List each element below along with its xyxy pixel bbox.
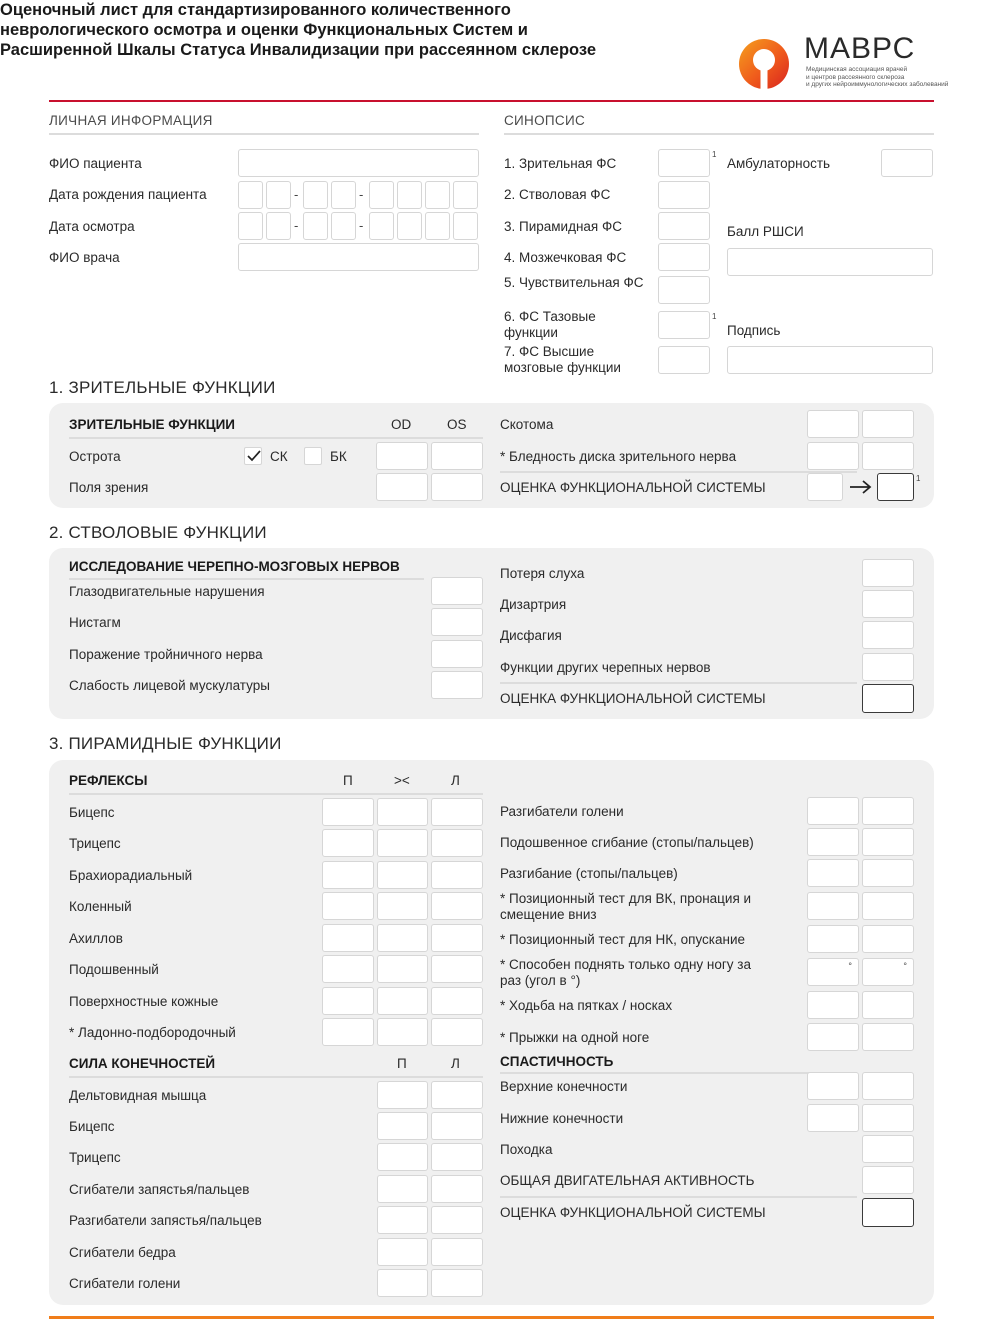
synopsis-fs5-label: 5. Чувствительная ФС: [504, 275, 644, 290]
strength-col-right: П: [397, 1056, 407, 1071]
pyramidal-fs-score-label: ОЦЕНКА ФУНКЦИОНАЛЬНОЙ СИСТЕМЫ: [500, 1205, 766, 1220]
strength-header-rule: [69, 1076, 483, 1078]
reflexes-col-compare: ><: [394, 773, 410, 788]
reflex-right-field[interactable]: [322, 861, 374, 889]
pos-test-ul-left-field[interactable]: [862, 892, 914, 920]
pos-test-ul-label: * Позиционный тест для ВК, пронация и смещение вниз: [500, 891, 752, 922]
exam-date-label: Дата осмотра: [49, 219, 135, 234]
spasticity-header-rule: [500, 1072, 857, 1074]
strength-left-field[interactable]: [431, 1206, 483, 1234]
gait-label: Походка: [500, 1142, 553, 1157]
mavrs-logo: [738, 32, 949, 92]
other-nerves-label: Функции других черепных нервов: [500, 660, 711, 675]
strength-left-field[interactable]: [431, 1175, 483, 1203]
strength-right-field[interactable]: [377, 1112, 428, 1140]
synopsis-fs2-score[interactable]: [658, 181, 710, 209]
synopsis-fs6-label: 6. ФС Тазовые функции: [504, 309, 596, 340]
reflex-right-field[interactable]: [322, 892, 374, 920]
cranial-nerves-header: ИССЛЕДОВАНИЕ ЧЕРЕПНО-МОЗГОВЫХ НЕРВОВ: [69, 559, 400, 574]
strength-row-label: Трицепс: [69, 1150, 121, 1165]
heel-toe-label: * Ходьба на пятках / носках: [500, 998, 673, 1013]
arrow-right-icon: [849, 478, 873, 496]
spasticity-lower-label: Нижние конечности: [500, 1111, 624, 1126]
mavrs-logo-icon: [738, 36, 794, 92]
strength-row-label: Бицепс: [69, 1119, 115, 1134]
synopsis-fs1-score[interactable]: [658, 149, 710, 177]
knee-ext-right-field[interactable]: [807, 797, 859, 825]
reflex-right-field[interactable]: [322, 955, 374, 983]
signature-label: Подпись: [727, 323, 781, 338]
degree-symbol: °: [848, 961, 852, 971]
synopsis-header-rule: [504, 133, 934, 135]
dorsiflex-right-field[interactable]: [807, 859, 859, 887]
scotoma-label: Скотома: [500, 417, 554, 432]
one-leg-left-field[interactable]: [862, 958, 914, 986]
synopsis-fs3-label: 3. Пирамидная ФС: [504, 219, 623, 234]
acuity-sk-checkbox[interactable]: [244, 447, 262, 465]
reflex-left-field[interactable]: [431, 924, 483, 952]
reflex-row-label: Подошвенный: [69, 962, 159, 977]
hearing-loss-field[interactable]: [862, 559, 914, 587]
birth-day-digit-2[interactable]: [266, 181, 291, 209]
strength-left-field[interactable]: [431, 1112, 483, 1140]
pos-test-ll-label: * Позиционный тест для НК, опускание: [500, 932, 746, 947]
dysphagia-field[interactable]: [862, 621, 914, 649]
reflex-compare-field[interactable]: [377, 892, 428, 920]
ambulation-label: Амбулаторность: [727, 156, 831, 171]
reflex-row-label: Бицепс: [69, 805, 115, 820]
pos-test-ul-right-field[interactable]: [807, 892, 859, 920]
reflex-row-label: * Ладонно-подбородочный: [69, 1025, 236, 1040]
cranial-nerves-header-rule: [69, 578, 424, 580]
synopsis-fs4-label: 4. Мозжечковая ФС: [504, 250, 627, 265]
visual-fields-os-field[interactable]: [431, 473, 483, 501]
nystagmus-field[interactable]: [431, 608, 483, 636]
synopsis-fs2-label: 2. Стволовая ФС: [504, 187, 611, 202]
other-nerves-field[interactable]: [862, 653, 914, 681]
reflex-row-label: Поверхностные кожные: [69, 994, 219, 1009]
heel-toe-right-field[interactable]: [807, 991, 859, 1019]
one-leg-label: * Способен поднять только одну ногу за раз (угол в °): [500, 957, 752, 988]
reflex-compare-field[interactable]: [377, 955, 428, 983]
dysarthria-label: Дизартрия: [500, 597, 567, 612]
reflex-compare-field[interactable]: [377, 987, 428, 1015]
birth-year-digit-2[interactable]: [397, 181, 422, 209]
oculomotor-field[interactable]: [431, 577, 483, 605]
hop-label: * Прыжки на одной ноге: [500, 1030, 650, 1045]
strength-right-field[interactable]: [377, 1269, 428, 1297]
patient-name-field[interactable]: [238, 149, 479, 177]
strength-left-field[interactable]: [431, 1081, 483, 1109]
strength-row-label: Дельтовидная мышца: [69, 1088, 207, 1103]
disc-pallor-label: * Бледность диска зрительного нерва: [500, 449, 737, 464]
footnote-mark: 1: [712, 312, 717, 321]
visual-col-od: OD: [391, 417, 412, 432]
strength-col-left: Л: [451, 1056, 460, 1071]
oculomotor-label: Глазодвигательные нарушения: [69, 584, 265, 599]
synopsis-header: СИНОПСИС: [504, 113, 586, 128]
trigeminal-field[interactable]: [431, 640, 483, 668]
strength-row-label: Сгибатели голени: [69, 1276, 181, 1291]
synopsis-fs7-label: 7. ФС Высшие мозговые функции: [504, 344, 621, 375]
edss-label: Балл РШСИ: [727, 224, 804, 239]
strength-header: СИЛА КОНЕЧНОСТЕЙ: [69, 1056, 216, 1071]
synopsis-fs6-score[interactable]: [658, 311, 710, 339]
spasticity-upper-right-field[interactable]: [807, 1072, 859, 1100]
reflex-left-field[interactable]: [431, 987, 483, 1015]
title-line-1: Оценочный лист для стандартизированного количественного: [0, 1, 511, 19]
pyramidal-score-rule: [500, 1196, 857, 1198]
acuity-sk-label: СК: [270, 449, 288, 464]
knee-ext-label: Разгибатели голени: [500, 804, 624, 819]
reflex-row-label: Коленный: [69, 899, 132, 914]
acuity-label: Острота: [69, 449, 121, 464]
pyramidal-fs-score-field[interactable]: [862, 1198, 914, 1227]
reflex-right-field[interactable]: [322, 987, 374, 1015]
acuity-od-field[interactable]: [376, 442, 428, 470]
title-line-3: Расширенной Шкалы Статуса Инвалидизации при рассеянном склерозе: [0, 41, 597, 59]
hop-right-field[interactable]: [807, 1023, 859, 1051]
dysphagia-label: Дисфагия: [500, 628, 562, 643]
plantar-flex-label: Подошвенное сгибание (стопы/пальцев): [500, 835, 754, 850]
degree-symbol: °: [903, 961, 907, 971]
dysarthria-field[interactable]: [862, 590, 914, 618]
date-separator: -: [294, 218, 299, 233]
birth-year-digit-4[interactable]: [453, 181, 478, 209]
disc-pallor-od-field[interactable]: [807, 442, 859, 470]
acuity-os-field[interactable]: [431, 442, 483, 470]
disc-pallor-os-field[interactable]: [862, 442, 914, 470]
check-icon: [246, 448, 262, 464]
personal-header: ЛИЧНАЯ ИНФОРМАЦИЯ: [49, 113, 213, 128]
plantar-flex-right-field[interactable]: [807, 828, 859, 856]
footer-rule: [49, 1316, 934, 1319]
scotoma-od-field[interactable]: [807, 410, 859, 438]
facial-weakness-field[interactable]: [431, 671, 483, 699]
strength-right-field[interactable]: [377, 1081, 428, 1109]
visual-fields-label: Поля зрения: [69, 480, 149, 495]
strength-right-field[interactable]: [377, 1175, 428, 1203]
document-title: [0, 0, 670, 60]
reflex-compare-field[interactable]: [377, 829, 428, 857]
trigeminal-label: Поражение тройничного нерва: [69, 647, 263, 662]
reflex-row-label: Ахиллов: [69, 931, 123, 946]
motor-activity-field[interactable]: [862, 1166, 914, 1194]
strength-right-field[interactable]: [377, 1143, 428, 1171]
reflexes-header: РЕФЛЕКСЫ: [69, 773, 148, 788]
synopsis-fs4-score[interactable]: [658, 243, 710, 271]
visual-score-rule: [500, 471, 857, 473]
spasticity-lower-right-field[interactable]: [807, 1104, 859, 1132]
strength-left-field[interactable]: [431, 1269, 483, 1297]
scotoma-os-field[interactable]: [862, 410, 914, 438]
ambulation-score[interactable]: [881, 149, 933, 177]
reflex-left-field[interactable]: [431, 829, 483, 857]
exam-year-digit-1[interactable]: [369, 212, 394, 240]
reflexes-col-right: П: [343, 773, 353, 788]
exam-day-digit-2[interactable]: [266, 212, 291, 240]
acuity-bk-checkbox[interactable]: [304, 447, 322, 465]
reflex-row-label: Трицепс: [69, 836, 121, 851]
visual-fs-raw-field[interactable]: [807, 473, 843, 501]
exam-month-digit-2[interactable]: [331, 212, 356, 240]
footnote-mark: 1: [916, 474, 921, 483]
edss-score-field[interactable]: [727, 248, 933, 276]
personal-header-rule: [49, 133, 479, 135]
visual-fields-od-field[interactable]: [376, 473, 428, 501]
birth-month-digit-1[interactable]: [303, 181, 328, 209]
birth-date-label: Дата рождения пациента: [49, 187, 207, 202]
reflex-compare-field[interactable]: [377, 798, 428, 826]
patient-name-label: ФИО пациента: [49, 156, 142, 171]
strength-row-label: Разгибатели запястья/пальцев: [69, 1213, 262, 1228]
visual-header-rule: [69, 437, 483, 439]
birth-month-digit-2[interactable]: [331, 181, 356, 209]
synopsis-fs7-score[interactable]: [658, 346, 710, 374]
spasticity-upper-label: Верхние конечности: [500, 1079, 628, 1094]
motor-activity-label: ОБЩАЯ ДВИГАТЕЛЬНАЯ АКТИВНОСТЬ: [500, 1173, 755, 1188]
brainstem-fs-score-label: ОЦЕНКА ФУНКЦИОНАЛЬНОЙ СИСТЕМЫ: [500, 691, 766, 706]
reflex-compare-field[interactable]: [377, 924, 428, 952]
synopsis-fs5-score[interactable]: [658, 276, 710, 304]
one-leg-right-field[interactable]: [807, 958, 859, 986]
spasticity-upper-left-field[interactable]: [862, 1072, 914, 1100]
facial-weakness-label: Слабость лицевой мускулатуры: [69, 678, 270, 693]
synopsis-fs1-label: 1. Зрительная ФС: [504, 156, 617, 171]
reflex-right-field[interactable]: [322, 829, 374, 857]
heel-toe-left-field[interactable]: [862, 991, 914, 1019]
pos-test-ll-left-field[interactable]: [862, 925, 914, 953]
date-separator: -: [359, 218, 364, 233]
strength-row-label: Сгибатели бедра: [69, 1245, 176, 1260]
reflex-left-field[interactable]: [431, 1018, 483, 1046]
visual-header: ЗРИТЕЛЬНЫЕ ФУНКЦИИ: [69, 417, 235, 432]
birth-day-digit-1[interactable]: [238, 181, 263, 209]
reflex-right-field[interactable]: [322, 1018, 374, 1046]
reflex-left-field[interactable]: [431, 798, 483, 826]
acuity-bk-label: БК: [330, 449, 347, 464]
dorsiflex-label: Разгибание (стопы/пальцев): [500, 866, 678, 881]
spasticity-header: СПАСТИЧНОСТЬ: [500, 1054, 614, 1069]
plantar-flex-left-field[interactable]: [862, 828, 914, 856]
gait-field[interactable]: [862, 1135, 914, 1163]
pyramidal-section-title: 3. ПИРАМИДНЫЕ ФУНКЦИИ: [49, 734, 282, 753]
header-divider: [49, 100, 934, 102]
date-separator: -: [359, 187, 364, 202]
logo-subtitle: Медицинская ассоциация врачей и центров рассеянного склероза и других нейроиммунологических заболеваний: [806, 66, 949, 88]
synopsis-fs3-score[interactable]: [658, 212, 710, 240]
reflex-left-field[interactable]: [431, 861, 483, 889]
pos-test-ll-right-field[interactable]: [807, 925, 859, 953]
reflex-compare-field[interactable]: [377, 861, 428, 889]
signature-field[interactable]: [727, 346, 933, 374]
reflexes-col-left: Л: [451, 773, 460, 788]
reflexes-header-rule: [69, 793, 483, 795]
birth-year-digit-1[interactable]: [369, 181, 394, 209]
exam-day-digit-1[interactable]: [238, 212, 263, 240]
brainstem-fs-score-field[interactable]: [862, 684, 914, 713]
hop-left-field[interactable]: [862, 1023, 914, 1051]
strength-right-field[interactable]: [377, 1238, 428, 1266]
title-line-2: неврологического осмотра и оценки Функциональных Систем и: [0, 21, 528, 39]
strength-right-field[interactable]: [377, 1206, 428, 1234]
dorsiflex-left-field[interactable]: [862, 859, 914, 887]
strength-left-field[interactable]: [431, 1238, 483, 1266]
exam-year-digit-3[interactable]: [425, 212, 450, 240]
footnote-mark: 1: [712, 150, 717, 159]
visual-fs-converted-field[interactable]: [877, 473, 914, 501]
reflex-left-field[interactable]: [431, 955, 483, 983]
visual-col-os: OS: [447, 417, 467, 432]
exam-year-digit-2[interactable]: [397, 212, 422, 240]
date-separator: -: [294, 187, 299, 202]
spasticity-lower-left-field[interactable]: [862, 1104, 914, 1132]
logo-name: МАВРС: [804, 32, 916, 65]
brainstem-score-rule: [500, 682, 857, 684]
birth-year-digit-3[interactable]: [425, 181, 450, 209]
doctor-name-label: ФИО врача: [49, 250, 120, 265]
reflex-right-field[interactable]: [322, 798, 374, 826]
strength-row-label: Сгибатели запястья/пальцев: [69, 1182, 250, 1197]
brainstem-section-title: 2. СТВОЛОВЫЕ ФУНКЦИИ: [49, 523, 267, 542]
reflex-right-field[interactable]: [322, 924, 374, 952]
knee-ext-left-field[interactable]: [862, 797, 914, 825]
doctor-name-field[interactable]: [238, 243, 479, 271]
nystagmus-label: Нистагм: [69, 615, 121, 630]
exam-year-digit-4[interactable]: [453, 212, 478, 240]
exam-month-digit-1[interactable]: [303, 212, 328, 240]
hearing-loss-label: Потеря слуха: [500, 566, 585, 581]
reflex-compare-field[interactable]: [377, 1018, 428, 1046]
visual-section-title: 1. ЗРИТЕЛЬНЫЕ ФУНКЦИИ: [49, 378, 276, 397]
reflex-row-label: Брахиорадиальный: [69, 868, 193, 883]
reflex-left-field[interactable]: [431, 892, 483, 920]
visual-fs-score-label: ОЦЕНКА ФУНКЦИОНАЛЬНОЙ СИСТЕМЫ: [500, 480, 766, 495]
strength-left-field[interactable]: [431, 1143, 483, 1171]
